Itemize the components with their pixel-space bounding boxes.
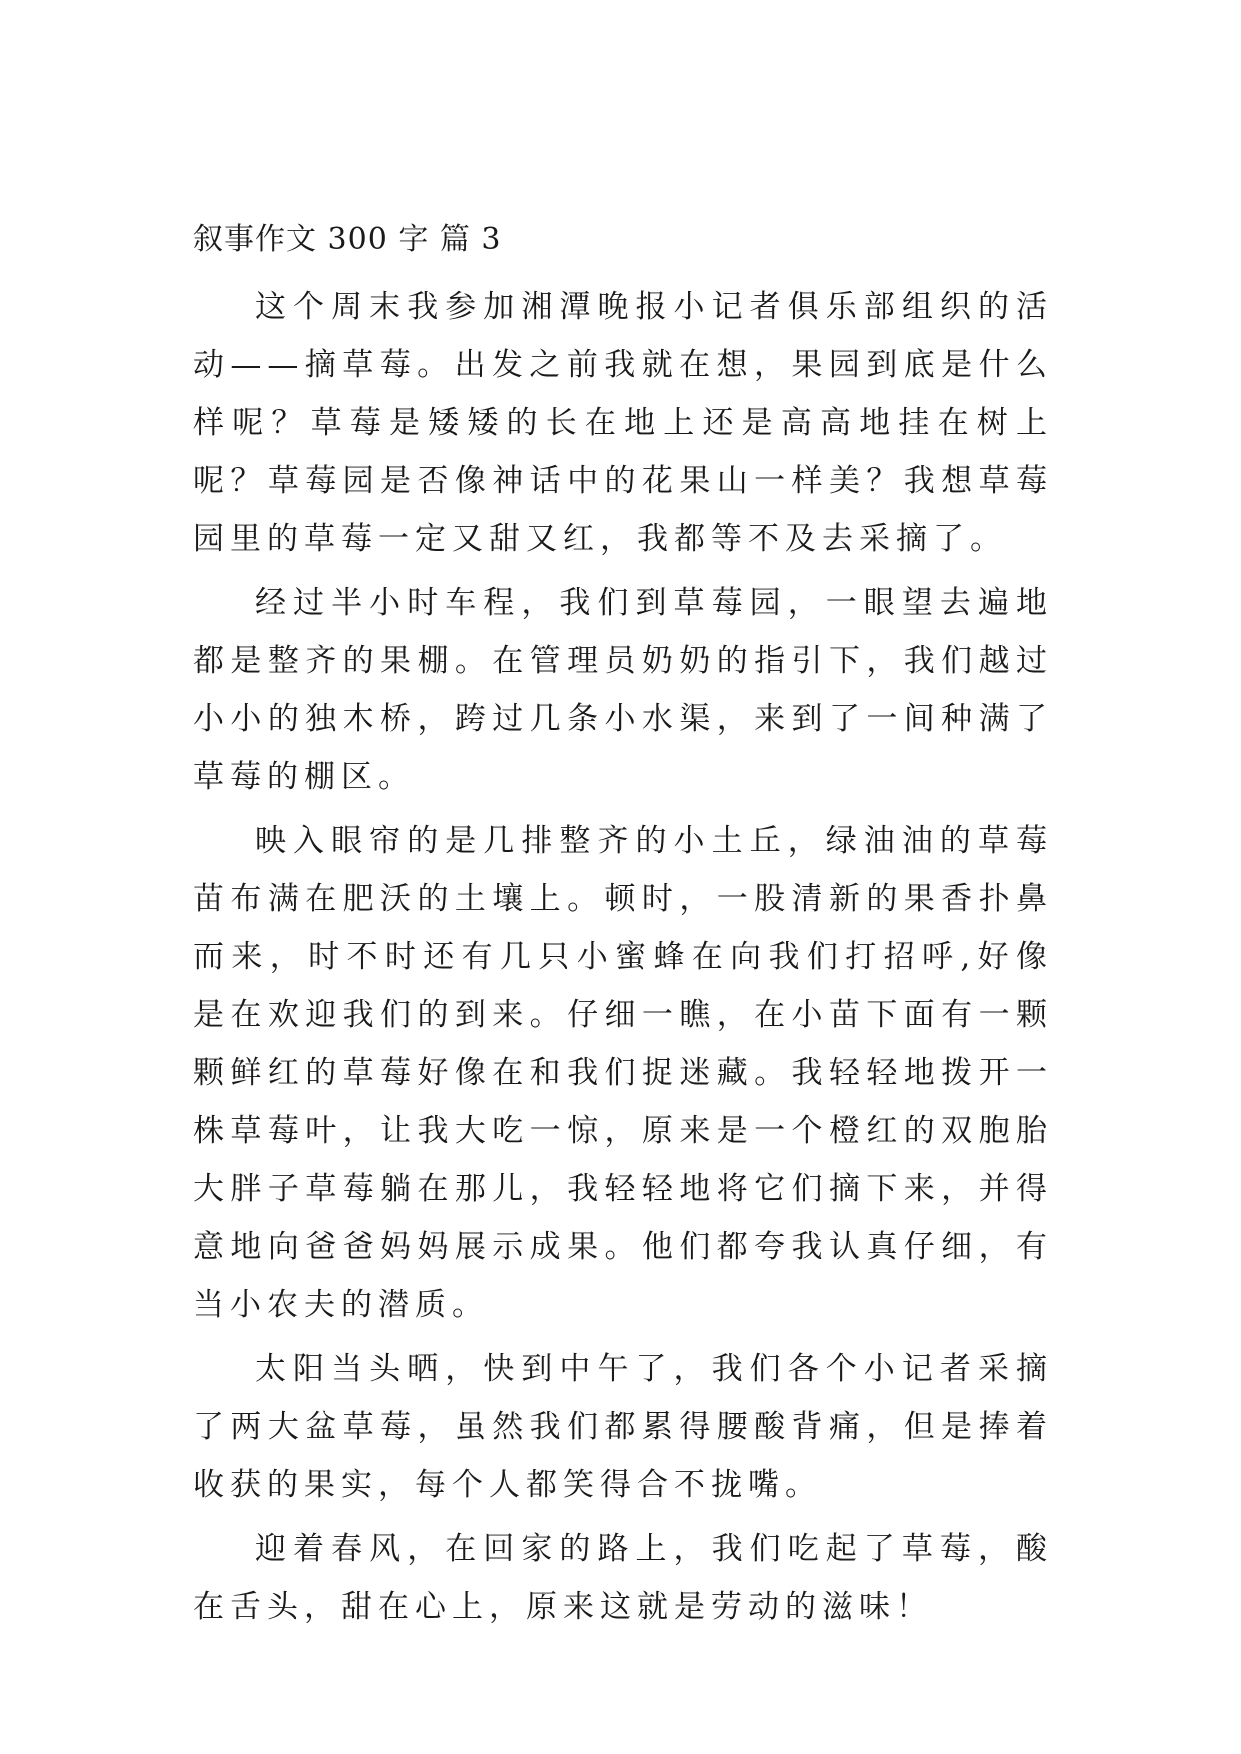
paragraph-4: 太阳当头晒，快到中午了，我们各个小记者采摘了两大盆草莓，虽然我们都累得腰酸背痛，但是捧着收获的果实，每个人都笑得合不拢嘴。 xyxy=(193,1351,1053,1503)
paragraph-3: 映入眼帘的是几排整齐的小土丘，绿油油的草莓苗布满在肥沃的土壤上。顿时，一股清新的果香扑鼻而来，时不时还有几只小蜜蜂在向我们打招呼,好像是在欢迎我们的到来。仔细一瞧，在小苗下面有一颗颗鲜红的草莓好像在和我们捉迷藏。我轻轻地拨开一株草莓叶，让我大吃一惊，原来是一个橙红的双胞胎大胖子草莓躺在那儿，我轻轻地将它们摘下来，并得意地向爸爸妈妈展示成果。他们都夸我认真仔细，有当小农夫的潜质。 xyxy=(193,823,1053,1323)
document-title: 叙事作文 300 字 篇 3 xyxy=(193,222,502,257)
document-body xyxy=(193,214,1053,1642)
paragraph-1: 这个周末我参加湘潭晚报小记者俱乐部组织的活动——摘草莓。出发之前我就在想，果园到底是什么样呢？草莓是矮矮的长在地上还是高高地挂在树上呢？草莓园是否像神话中的花果山一样美？我想草莓园里的草莓一定又甜又红，我都等不及去采摘了。 xyxy=(193,289,1053,557)
paragraph-5: 迎着春风，在回家的路上，我们吃起了草莓，酸在舌头，甜在心上，原来这就是劳动的滋味！ xyxy=(193,1531,1053,1625)
paragraph-2: 经过半小时车程，我们到草莓园，一眼望去遍地都是整齐的果棚。在管理员奶奶的指引下，我们越过小小的独木桥，跨过几条小水渠，来到了一间种满了草莓的棚区。 xyxy=(193,585,1053,795)
